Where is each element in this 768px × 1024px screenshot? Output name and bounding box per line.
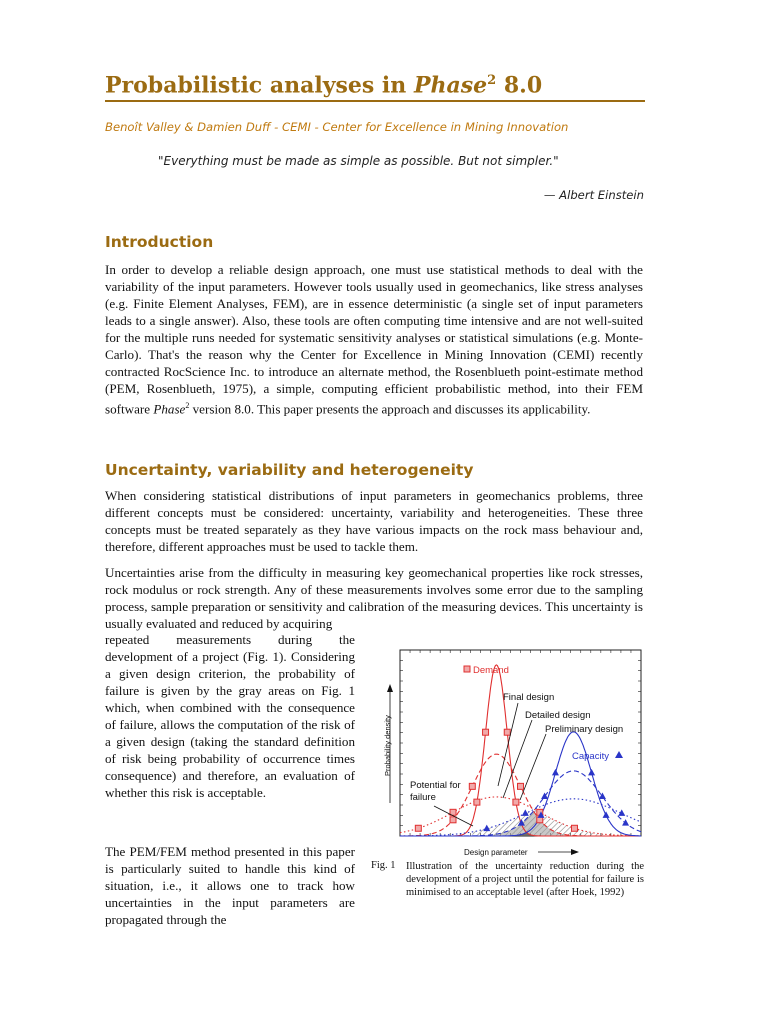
demand-marker xyxy=(518,783,524,789)
demand-legend-marker xyxy=(464,666,470,672)
demand-marker xyxy=(571,825,577,831)
potential-failure-label-line2: failure xyxy=(410,792,436,803)
introduction-superscript: 2 xyxy=(185,401,190,410)
figure-number: Fig. 1 xyxy=(371,860,396,871)
y-axis-label: Probability density xyxy=(383,715,392,776)
detailed-design-label: Detailed design xyxy=(525,710,591,721)
epigraph-quote: "Everything must be made as simple as possible. But not simpler." xyxy=(158,154,559,168)
capacity-label: Capacity xyxy=(572,751,609,762)
uncertainty-paragraph-1: When considering statistical distributions of input parameters in geomechanics problems, three different concepts must be considered: uncertainty, variability and heterogeneities. These three concepts must be treated separately as they have various impacts on the rock mass behaviour and, therefore, different approaches must be used to tackle them. xyxy=(105,488,643,554)
plot-frame xyxy=(400,650,641,836)
uncertainty-paragraph-2: Uncertainties arise from the difficulty in measuring key geomechanical properties like rock stresses, rock modulus or rock strength. Any of these measurements involves some error due to the sampling process, sample preparation or sensitivity and calibration of the measuring devices. This uncertainty is usually evaluated and reduced by acquiring xyxy=(105,565,643,631)
x-axis-label: Design parameter xyxy=(464,848,528,857)
demand-marker xyxy=(450,817,456,823)
introduction-text-a: In order to develop a reliable design approach, one must use statistical methods to deal with the variability of the input parameters. However tools usually used in geomechanics, like stress analyses (e.g. Finite Element Analyses, FEM), are in essence deterministic (a single set of input parameters leads to a single answer). Also, these tools are often computing time intensive and are not well-suited for the multiple runs needed for systematic sensitivity analyses or statistical simulations (e.g. Monte-Carlo). That's the reason why the Center for Excellence in Mining Innovation (CEMI) recently contracted RocScience Inc. to introduce an alternate method, the Rosenblueth point-estimate method (PEM, Rosenblueth, 1975), a simple, computing efficient probabilistic method, into their FEM software xyxy=(105,262,643,417)
figure-1 xyxy=(370,648,650,938)
final-design-label: Final design xyxy=(503,692,555,703)
x-axis-arrow xyxy=(538,849,579,855)
figure-1-chart xyxy=(370,648,650,858)
title-divider xyxy=(105,100,645,102)
introduction-software: Phase xyxy=(153,401,186,417)
uncertainty-paragraph-3: The PEM/FEM method presented in this paper is particularly suited to handle this kind of situation, i.e., it allows one to track how uncertainties in the input parameters are propagated through the xyxy=(105,844,355,927)
demand-marker xyxy=(504,729,510,735)
figure-caption: Illustration of the uncertainty reduction during the development of a project until the potential for failure is minimised to an acceptable level (after Hoek, 1992) xyxy=(406,861,644,898)
demand-marker xyxy=(474,799,480,805)
demand-marker xyxy=(415,825,421,831)
title-main: Probabilistic analyses in xyxy=(105,72,414,99)
demand-marker xyxy=(469,783,475,789)
potential-failure-label-line1: Potential for xyxy=(410,780,461,791)
introduction-paragraph xyxy=(105,261,643,417)
section-heading-uncertainty: Uncertainty, variability and heterogeneity xyxy=(105,461,474,479)
demand-label: Demand xyxy=(473,665,509,676)
title-superscript: 2 xyxy=(487,73,497,88)
demand-marker xyxy=(483,729,489,735)
title-version: 8.0 xyxy=(496,72,543,99)
title-software: Phase xyxy=(413,72,488,99)
uncertainty-paragraph-2-continued: repeated measurements during the development of a project (Fig. 1). Considering a given design criterion, the probability of failure is given by the gray areas on Fig. 1 which, when combined with the consequence of failure, allows the computation of the risk of a given design (taking the standard definition of risk being probability of occurrence times consequence) and therefore, an evaluation of whether this risk is acceptable. xyxy=(105,632,355,800)
epigraph-author: — Albert Einstein xyxy=(543,188,644,202)
section-heading-introduction: Introduction xyxy=(105,233,214,251)
demand-marker xyxy=(513,799,519,805)
introduction-text-b: version 8.0. This paper presents the approach and discusses its applicability. xyxy=(189,401,591,417)
preliminary-design-label: Preliminary design xyxy=(545,724,624,735)
author-line: Benoît Valley & Damien Duff - CEMI - Center for Excellence in Mining Innovation xyxy=(105,120,569,134)
paper-title xyxy=(105,66,645,100)
